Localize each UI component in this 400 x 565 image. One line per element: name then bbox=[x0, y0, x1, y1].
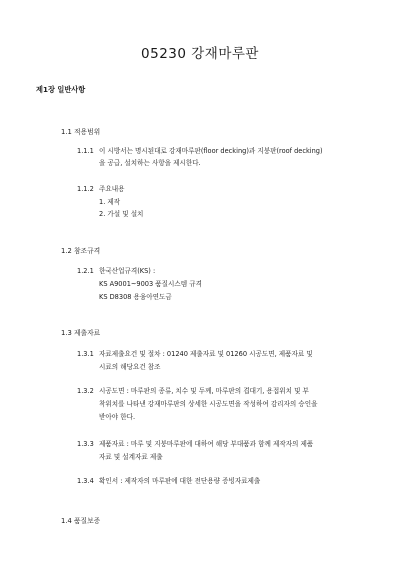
chapter-heading: 제1장 일반사항 bbox=[36, 85, 86, 94]
item-text-1-3-3-line1: 제품자료 : 마루 및 지붕마루판에 대하여 해당 부대품과 함께 제작자의 제품 bbox=[99, 440, 314, 448]
item-number-1-3-1: 1.3.1 bbox=[77, 350, 94, 358]
item-text-1-3-2-line3: 받아야 한다. bbox=[99, 413, 136, 421]
section-heading-1-1: 1.1 적용범위 bbox=[61, 128, 101, 136]
standard-ks-d8308: KS D8308 용융아연도금 bbox=[99, 293, 172, 301]
section-heading-1-4: 1.4 품질보증 bbox=[61, 517, 101, 525]
item-number-1-1-2: 1.1.2 bbox=[77, 185, 94, 193]
list-item-fabrication: 1. 제작 bbox=[99, 198, 121, 206]
item-number-1-3-4: 1.3.4 bbox=[77, 477, 94, 485]
item-number-1-2-1: 1.2.1 bbox=[77, 267, 94, 275]
item-text-1-1-1-line1: 이 시방서는 명시된대로 강재마루판(floor decking)과 지붕판(roof decking) bbox=[99, 147, 323, 155]
section-heading-1-3: 1.3 제출자료 bbox=[61, 329, 101, 337]
list-item-erection: 2. 가설 및 설치 bbox=[99, 210, 144, 218]
item-heading-1-1-2: 주요내용 bbox=[99, 185, 125, 193]
item-text-1-3-1-line2: 시료의 해당요건 참조 bbox=[99, 363, 161, 371]
item-text-1-3-2-line2: 착위치를 나타낸 강재마루판의 상세한 시공도면을 작성하여 감리자의 승인을 bbox=[99, 400, 318, 408]
item-text-1-1-1-line2: 을 공급, 설치하는 사항을 제시한다. bbox=[99, 159, 201, 167]
item-number-1-1-1: 1.1.1 bbox=[77, 147, 94, 155]
document-title: 05230 강재마루판 bbox=[141, 46, 259, 62]
item-number-1-3-3: 1.3.3 bbox=[77, 440, 94, 448]
item-text-1-3-2-line1: 시공도면 : 마루판의 종류, 치수 및 두께, 마루판의 겹대기, 용접위치 및 부 bbox=[99, 387, 309, 395]
item-text-1-3-4: 확인서 : 제작자의 마루판에 대한 전단용량 증빙자료제출 bbox=[99, 477, 261, 485]
item-number-1-3-2: 1.3.2 bbox=[77, 387, 94, 395]
section-heading-1-2: 1.2 참조규격 bbox=[61, 247, 101, 255]
standard-ks-a9001: KS A9001~9003 품질시스템 규격 bbox=[99, 280, 202, 288]
item-text-1-3-1-line1: 자료제출요건 및 절차 : 01240 제출자료 및 01260 시공도면, 제품자료 및 bbox=[99, 350, 313, 358]
item-text-1-3-3-line2: 자료 및 설계자료 제출 bbox=[99, 453, 163, 461]
item-heading-1-2-1: 한국산업규격(KS) : bbox=[99, 267, 156, 275]
